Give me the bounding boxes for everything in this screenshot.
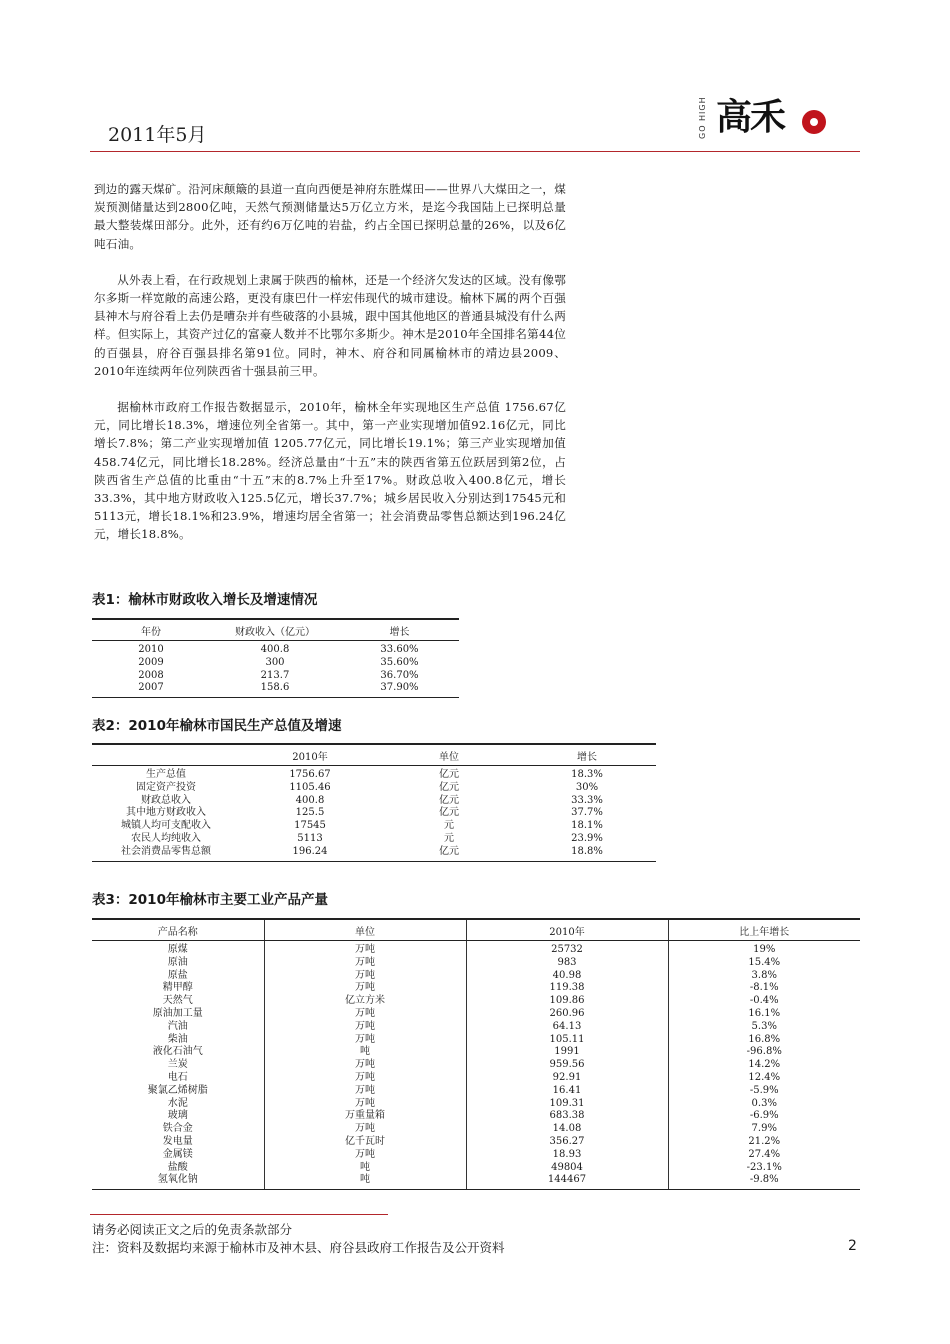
table-cell: 精甲醇 <box>162 982 193 994</box>
table-cell: 万吨 <box>264 957 466 970</box>
table-row <box>92 1034 860 1047</box>
table-row <box>92 995 860 1008</box>
table-cell: 983 <box>466 957 668 970</box>
table-cell: 吨 <box>264 1162 466 1175</box>
table-cell: 92.91 <box>466 1072 668 1085</box>
table-cell: 400.8 <box>260 644 290 655</box>
table-cell: 原油加工量 <box>152 1007 203 1019</box>
table-cell: -9.8% <box>668 1174 860 1189</box>
table-cell: 万吨 <box>264 1085 466 1098</box>
table-cell: 125.5 <box>295 807 325 819</box>
table-cell: 64.13 <box>466 1021 668 1034</box>
table-row <box>92 957 860 970</box>
header-divider <box>90 151 860 152</box>
table-cell: 元 <box>444 832 454 844</box>
table-cell: 300 <box>265 656 285 668</box>
table-cell: 400.8 <box>295 794 325 806</box>
table-cell: 天然气 <box>162 995 193 1007</box>
table-cell: -0.4% <box>668 995 860 1008</box>
table-cell: 959.56 <box>466 1059 668 1072</box>
table-row <box>92 941 860 957</box>
table-cell: 亿元 <box>439 794 459 806</box>
table1-header: 年份 <box>92 619 210 641</box>
table-row <box>92 1136 860 1149</box>
table-cell: 18.8% <box>518 846 656 861</box>
table-cell: -96.8% <box>668 1046 860 1059</box>
table-row <box>92 1174 860 1189</box>
table-cell: 柴油 <box>167 1033 188 1045</box>
table-cell: 金属镁 <box>162 1148 193 1160</box>
table-cell: 1991 <box>466 1046 668 1059</box>
table-row <box>92 782 656 795</box>
table-cell: 25732 <box>466 941 668 957</box>
table-cell: 亿元 <box>439 807 459 819</box>
table-cell: 万吨 <box>264 941 466 957</box>
table-cell: 33.60% <box>380 644 419 655</box>
table-cell: 农民人均纯收入 <box>131 832 201 844</box>
paragraph-2: 从外表上看，在行政规划上隶属于陕西的榆林，还是一个经济欠发达的区域。没有像鄂尔多斯一样宽敞的高速公路，更没有康巴什一样宏伟现代的城市建设。榆林下属的两个百强县神木与府谷看上去仍是嘈杂并有些破落的小县城，跟中国其他地区的普通县城没有什么两样。但实际上，其资产过亿的富豪人数并不比鄂尔多斯少。神木是2010年全国排名第44位的百强县，府谷百强县排名第91位。同时，神木、府谷和同属榆林市的靖边县2009、2010年连续两年位列陕西省十强县前三甲。 <box>94 272 566 378</box>
paragraph-3: 据榆林市政府工作报告数据显示，2010年，榆林全年实现地区生产总值 1756.67亿元，同比增长18.3%，增速位列全省第一。其中，第一产业实现增加值92.16亿元，同比增长7.8%；第二产业实现增加值 1205.77亿元，同比增长19.1%；第三产业实现增加值458.74亿元，同比增长18.28%。经济总量由“十五”末的陕西省第五位跃居到第2位，占陕西省生产总值的比重由“十五”末的8.7%上升至17%。财政总收入400.8亿元，增长33.3%，其中地方财政收入125.5亿元，增长37.7%；城乡居民收入分别达到17545元和5113元，增长18.1%和23.9%，增速均居全省第一；社会消费品零售总额达到196.24亿元，增长18.8%。 <box>94 400 566 542</box>
table-cell: 汽油 <box>167 1020 188 1032</box>
table-cell: 30% <box>575 781 599 793</box>
table-cell: 109.86 <box>466 995 668 1008</box>
table-cell: 亿元 <box>439 769 459 780</box>
table-row <box>92 1046 860 1059</box>
table-cell: 2010 <box>138 644 164 655</box>
table-cell: 18.3% <box>571 769 603 780</box>
table-row <box>92 795 656 808</box>
table-cell: 16.1% <box>668 1008 860 1021</box>
table2-header <box>92 744 240 766</box>
table-row <box>92 657 459 670</box>
table-cell: 盐酸 <box>167 1161 188 1173</box>
table-cell: 5.3% <box>668 1021 860 1034</box>
table-cell: 财政总收入 <box>141 794 191 806</box>
table-cell: 12.4% <box>668 1072 860 1085</box>
table-cell: 万吨 <box>264 1021 466 1034</box>
table-row <box>92 982 860 995</box>
table-cell: 万吨 <box>264 1149 466 1162</box>
table-cell: 生产总值 <box>146 769 186 780</box>
table-cell: 17545 <box>294 820 326 832</box>
table3-header: 比上年增长 <box>668 919 860 941</box>
table-cell: 21.2% <box>668 1136 860 1149</box>
table-cell: 固定资产投资 <box>136 781 196 793</box>
table-cell: 119.38 <box>466 982 668 995</box>
table-cell: 电石 <box>167 1071 188 1083</box>
disclaimer-notice: 请务必阅读正文之后的免责条款部分 <box>92 1222 293 1237</box>
table1-header: 财政收入（亿元） <box>210 619 340 641</box>
table3-header: 单位 <box>264 919 466 941</box>
table2-header: 2010年 <box>240 744 380 766</box>
table-cell: 吨 <box>264 1174 466 1189</box>
table-row <box>92 1149 860 1162</box>
table-cell: 15.4% <box>668 957 860 970</box>
table-row <box>92 641 459 657</box>
table-cell: 2007 <box>92 682 210 697</box>
table-cell: 吨 <box>264 1046 466 1059</box>
source-note: 注：资料及数据均来源于榆林市及神木县、府谷县政府工作报告及公开资料 <box>92 1240 505 1255</box>
table-cell: 37.7% <box>571 807 603 819</box>
table-cell: -6.9% <box>668 1110 860 1123</box>
table-cell: 37.90% <box>340 682 459 697</box>
table-cell: 7.9% <box>668 1123 860 1136</box>
table-cell: 液化石油气 <box>152 1046 203 1058</box>
table-row <box>92 1085 860 1098</box>
table-cell: 1756.67 <box>289 769 331 780</box>
table-cell: 玻璃 <box>167 1110 188 1122</box>
footer-divider <box>90 1214 388 1215</box>
table-cell: 万吨 <box>264 1034 466 1047</box>
table-cell: 亿元 <box>439 781 459 793</box>
table-row <box>92 766 656 782</box>
fiscal-revenue-table <box>92 618 459 698</box>
table-cell: 2009 <box>138 656 164 668</box>
brand-logo <box>700 92 840 144</box>
table-row <box>92 807 656 820</box>
table-cell: 109.31 <box>466 1098 668 1111</box>
table-cell: 亿千瓦时 <box>264 1136 466 1149</box>
table-cell: 亿元 <box>380 846 518 861</box>
logo-dot-icon <box>802 110 826 134</box>
table-cell: 213.7 <box>260 669 290 681</box>
table-cell: 原油 <box>167 956 188 968</box>
table1-header: 增长 <box>340 619 459 641</box>
page-number: 2 <box>848 1238 857 1254</box>
table-cell: 356.27 <box>466 1136 668 1149</box>
table-cell: -8.1% <box>668 982 860 995</box>
table-row <box>92 846 656 861</box>
table-row <box>92 1098 860 1111</box>
table-row <box>92 833 656 846</box>
table-cell: 聚氯乙烯树脂 <box>147 1084 208 1096</box>
table-cell: 社会消费品零售总额 <box>92 846 240 861</box>
table-cell: 原煤 <box>167 944 188 955</box>
paragraph-1: 到边的露天煤矿。沿河床颠簸的县道一直向西便是神府东胜煤田——世界八大煤田之一，煤炭预测储量达到2800亿吨，天然气预测储量达5万亿立方米，是迄今我国陆上已探明总量最大整装煤田部分。此外，还有约6万亿吨的岩盐，约占全国已探明总量的26%，以及6亿吨石油。 <box>94 182 566 251</box>
table-cell: 发电量 <box>162 1135 193 1147</box>
table-cell: 16.8% <box>668 1034 860 1047</box>
table-cell: 18.93 <box>466 1149 668 1162</box>
table-row <box>92 820 656 833</box>
table-cell: -23.1% <box>668 1162 860 1175</box>
gdp-growth-table <box>92 743 656 862</box>
table-cell: 36.70% <box>380 669 419 681</box>
table-cell: 27.4% <box>668 1149 860 1162</box>
table-cell: 元 <box>444 820 454 832</box>
table-cell: 5113 <box>297 832 323 844</box>
table-cell: 兰炭 <box>167 1059 188 1071</box>
table-row <box>92 1008 860 1021</box>
table-cell: 亿立方米 <box>264 995 466 1008</box>
industrial-output-table <box>92 918 860 1190</box>
table2-title: 表2：2010年榆林市国民生产总值及增速 <box>92 718 342 734</box>
table-cell: 氢氧化钠 <box>92 1174 264 1189</box>
table-cell: 3.8% <box>668 970 860 983</box>
table-cell: 万吨 <box>264 970 466 983</box>
table2-header: 增长 <box>518 744 656 766</box>
table3-title: 表3：2010年榆林市主要工业产品产量 <box>92 892 328 908</box>
table-cell: 原盐 <box>167 969 188 981</box>
table-cell: 105.11 <box>466 1034 668 1047</box>
logo-side-text: GO HIGH <box>698 96 707 140</box>
table-cell: 144467 <box>466 1174 668 1189</box>
table-row <box>92 682 459 697</box>
table-cell: 城镇人均可支配收入 <box>121 820 211 832</box>
table3-header: 产品名称 <box>92 919 264 941</box>
table-cell: 35.60% <box>380 656 419 668</box>
logo-mark: 高禾 <box>716 97 785 138</box>
table-cell: 19% <box>668 941 860 957</box>
table-cell: 683.38 <box>466 1110 668 1123</box>
table-cell: 40.98 <box>466 970 668 983</box>
table-row <box>92 1072 860 1085</box>
table-cell: 18.1% <box>571 820 603 832</box>
table-cell: -5.9% <box>668 1085 860 1098</box>
table-row <box>92 1110 860 1123</box>
table-cell: 万吨 <box>264 1123 466 1136</box>
table-row <box>92 1123 860 1136</box>
table-cell: 万吨 <box>264 1008 466 1021</box>
table-cell: 16.41 <box>466 1085 668 1098</box>
table-row <box>92 670 459 683</box>
table-cell: 万吨 <box>264 1072 466 1085</box>
table-cell: 49804 <box>466 1162 668 1175</box>
table-cell: 14.08 <box>466 1123 668 1136</box>
table-row <box>92 970 860 983</box>
table-cell: 铁合金 <box>162 1123 193 1135</box>
table-row <box>92 1162 860 1175</box>
table-cell: 万吨 <box>264 1098 466 1111</box>
table-cell: 196.24 <box>240 846 380 861</box>
table-cell: 其中地方财政收入 <box>126 807 206 819</box>
table3-header: 2010年 <box>466 919 668 941</box>
table-cell: 260.96 <box>466 1008 668 1021</box>
table-cell: 0.3% <box>668 1098 860 1111</box>
table-row <box>92 1021 860 1034</box>
table-cell: 万吨 <box>264 1059 466 1072</box>
table-row <box>92 1059 860 1072</box>
table-cell: 14.2% <box>668 1059 860 1072</box>
table-cell: 33.3% <box>571 794 603 806</box>
table-cell: 23.9% <box>571 832 603 844</box>
table-cell: 1105.46 <box>289 781 331 793</box>
table2-header: 单位 <box>380 744 518 766</box>
article-body <box>94 180 566 562</box>
table1-title: 表1：榆林市财政收入增长及增速情况 <box>92 592 318 608</box>
table-cell: 水泥 <box>167 1097 188 1109</box>
table-cell: 万重量箱 <box>264 1110 466 1123</box>
table-cell: 万吨 <box>264 982 466 995</box>
table-cell: 2008 <box>138 669 164 681</box>
report-date: 2011年5月 <box>108 124 207 146</box>
table-cell: 158.6 <box>210 682 340 697</box>
